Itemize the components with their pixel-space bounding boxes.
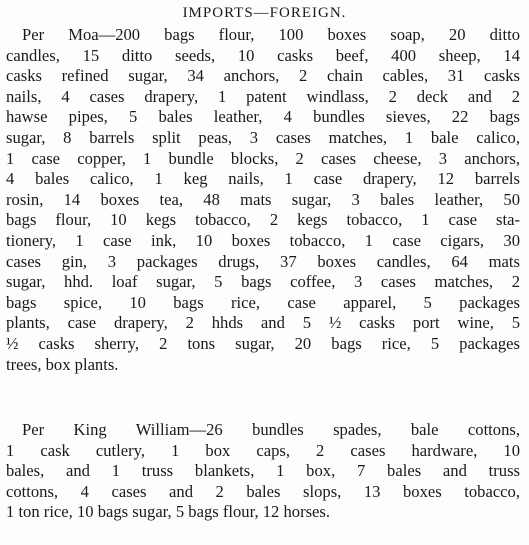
text-line: bags flour, 10 kegs tobacco, 2 kegs tobacco, 1 case sta- — [6, 210, 520, 230]
text-line: Per King William—26 bundles spades, bale cottons, — [22, 420, 520, 439]
text-line: bags spice, 10 bags rice, case apparel, 5 packages — [6, 292, 520, 312]
text-line: 1 case copper, 1 bundle blocks, 2 cases cheese, 3 anchors, — [6, 148, 520, 168]
text-line: plants, case drapery, 2 hhds and 5 ½ casks port wine, 5 — [6, 313, 520, 333]
text-line: nails, 4 cases drapery, 1 patent windlass, 2 deck and 2 — [6, 86, 520, 106]
text-line: ½ casks sherry, 2 tons sugar, 20 bags rice, 5 packages — [6, 333, 520, 353]
text-line: bales, and 1 truss blankets, 1 box, 7 bales and truss — [6, 461, 520, 481]
text-line: 1 ton rice, 10 bags sugar, 5 bags flour, 12 horses. — [6, 502, 331, 522]
text-line: trees, box plants. — [6, 354, 119, 374]
text-line: sugar, 8 barrels split peas, 3 cases matches, 1 bale calico, — [6, 127, 520, 147]
text-line: cases gin, 3 packages drugs, 37 boxes candles, 64 mats — [6, 251, 520, 271]
text-line: sugar, hhd. loaf sugar, 5 bags coffee, 3 cases matches, 2 — [6, 272, 520, 292]
text-line: hawse pipes, 5 bales leather, 4 bundles sieves, 22 bags — [6, 107, 520, 127]
text-line: rosin, 14 boxes tea, 48 mats sugar, 3 bales leather, 50 — [6, 189, 520, 209]
text-line: cottons, 4 cases and 2 bales slops, 13 boxes tobacco, — [6, 481, 520, 501]
text-line: 4 bales calico, 1 keg nails, 1 case drapery, 12 barrels — [6, 169, 520, 189]
paragraph-king-william — [6, 420, 520, 523]
paragraph-moa — [6, 25, 520, 375]
text-line: candles, 15 ditto seeds, 10 casks beef, 400 sheep, 14 — [6, 45, 520, 65]
section-heading: IMPORTS—FOREIGN. — [182, 5, 347, 21]
text-line: Per Moa—200 bags flour, 100 boxes soap, 20 ditto — [22, 25, 520, 44]
text-line: casks refined sugar, 34 anchors, 2 chain cables, 31 casks — [6, 66, 520, 86]
text-line: 1 cask cutlery, 1 box caps, 2 cases hardware, 10 — [6, 440, 520, 460]
text-line: tionery, 1 case ink, 10 boxes tobacco, 1 case cigars, 30 — [6, 230, 520, 250]
